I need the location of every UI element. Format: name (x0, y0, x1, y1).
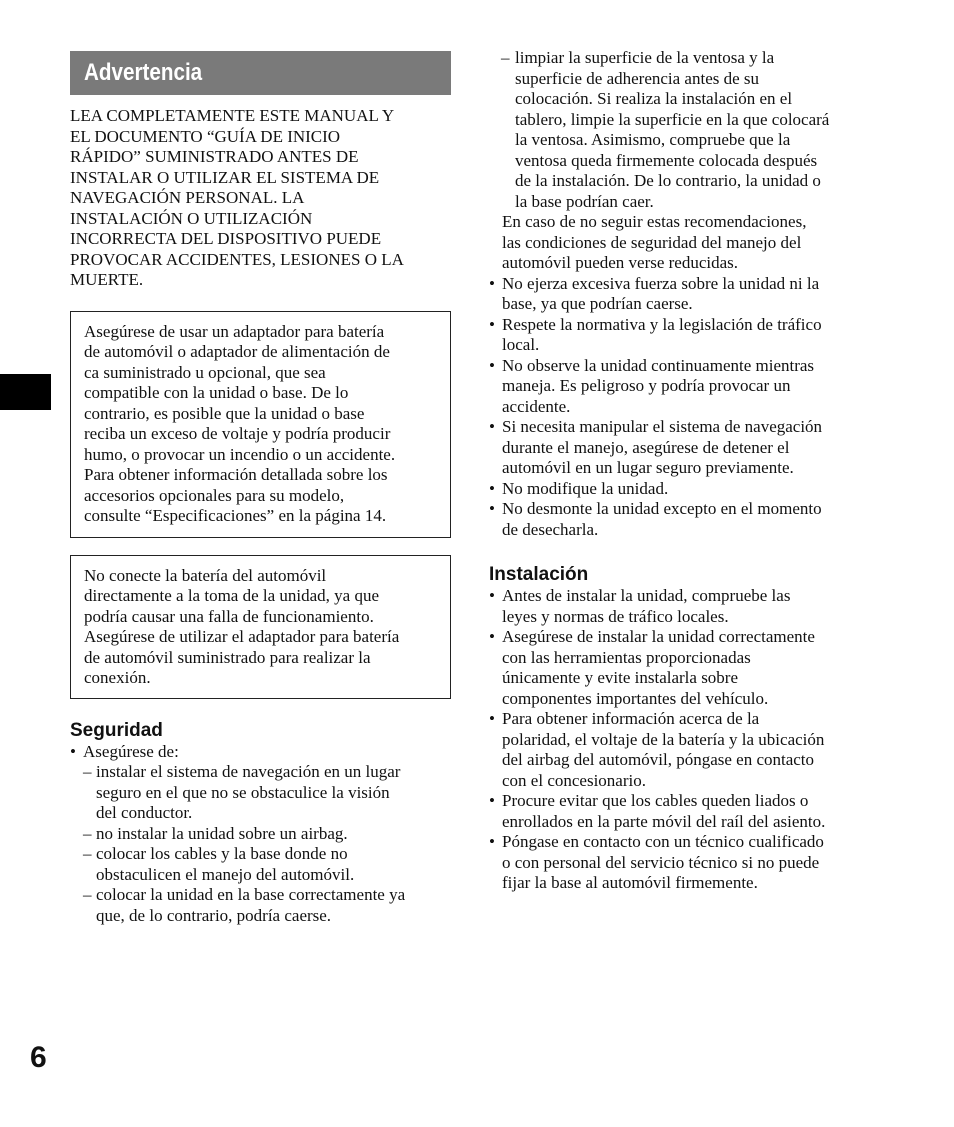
notice-line: ca suministrado u opcional, que sea (84, 362, 326, 382)
list-text: durante el manejo, asegúrese de detener el (502, 437, 790, 457)
list-item (489, 499, 874, 540)
list-text: de desecharla. (502, 519, 599, 539)
list-text: del conductor. (96, 803, 193, 822)
warning-line: MUERTE. (70, 270, 144, 289)
list-text: componentes importantes del vehículo. (502, 688, 769, 708)
list-text: que, de lo contrario, podría caerse. (96, 905, 332, 925)
bullet-marker: • (489, 417, 495, 436)
dash-marker: – (501, 48, 510, 67)
list-text: o con personal del servicio técnico si no puede (502, 852, 820, 872)
list-text: automóvil en un lugar seguro previamente. (502, 458, 794, 477)
list-text: base, ya que podrían caerse. (502, 294, 693, 313)
closing-paragraph: En caso de no seguir estas recomendaciones, las condiciones de seguridad del manejo del automóvil pueden verse reducidas. (502, 212, 807, 272)
section-heading-seguridad: Seguridad (70, 719, 163, 741)
notice-line: conexión. (84, 668, 151, 687)
list-item (489, 627, 874, 709)
list-text: únicamente y evite instalarla sobre (502, 668, 739, 687)
seguridad-bullets (489, 274, 874, 541)
bullet-marker: • (489, 478, 495, 498)
list-text: Póngase en contacto con un técnico cualificado (502, 832, 824, 851)
notice-line: No conecte la batería del automóvil (84, 565, 327, 585)
warning-line: PROVOCAR ACCIDENTES, LESIONES O LA (70, 249, 404, 269)
list-text: seguro en el que no se obstaculice la visión (96, 782, 390, 802)
list-text: ventosa queda firmemente colocada después (515, 150, 818, 170)
list-text: limpiar la superficie de la ventosa y la (515, 48, 775, 67)
warning-line: RÁPIDO” SUMINISTRADO ANTES DE (70, 147, 359, 166)
notice-line: de automóvil o adaptador de alimentación de (84, 342, 390, 361)
bullet-marker: • (489, 355, 495, 375)
list-text: No desmonte la unidad excepto en el momento (502, 499, 822, 518)
bullet-marker: • (489, 586, 495, 605)
notice-line: humo, o provocar un incendio o un accidente. (84, 444, 396, 464)
section-heading-instalacion: Instalación (489, 564, 589, 585)
notice-line: accesorios opcionales para su modelo, (84, 485, 345, 505)
notice-line: directamente a la toma de la unidad, ya que (84, 586, 380, 605)
list-text: con el concesionario. (502, 770, 646, 790)
list-item (489, 586, 874, 627)
list-text: colocar la unidad en la base correctamente ya (96, 885, 406, 904)
list-text: Asegúrese de: (83, 741, 179, 761)
list-text: la ventosa. Asimismo, compruebe que la (515, 130, 791, 149)
list-text: la base podrían caer. (515, 191, 654, 211)
dash-marker: – (83, 762, 92, 781)
bullet-marker: • (489, 627, 495, 646)
list-text: obstaculicen el manejo del automóvil. (96, 864, 355, 884)
dash-marker: – (83, 885, 92, 904)
notice-box-battery (70, 555, 451, 699)
list-item (489, 832, 874, 894)
notice-line: Asegúrese de utilizar el adaptador para batería (84, 627, 400, 646)
list-text: accidente. (502, 396, 571, 416)
dash-item (70, 824, 451, 845)
bullet-marker: • (489, 314, 495, 334)
dash-item (70, 762, 451, 824)
list-text: Asegúrese de instalar la unidad correctamente (502, 627, 815, 646)
warning-line: INSTALAR O UTILIZAR EL SISTEMA DE (70, 167, 380, 187)
notice-box-adapter (70, 311, 451, 538)
bullet-marker: • (489, 273, 495, 293)
bullet-marker: • (489, 791, 495, 810)
warning-line: NAVEGACIÓN PERSONAL. LA (70, 188, 305, 207)
dash-item (70, 844, 451, 885)
list-text: No observe la unidad continuamente mientras (502, 355, 815, 375)
bullet-marker: • (70, 741, 76, 761)
dash-item (70, 885, 451, 926)
notice-line: reciba un exceso de voltaje y podría producir (84, 424, 391, 443)
list-text: colocación. Si realiza la instalación en el (515, 89, 793, 108)
notice-line: compatible con la unidad o base. De lo (84, 383, 349, 402)
list-text: instalar el sistema de navegación en un lugar (96, 762, 401, 781)
warning-intro (70, 106, 451, 291)
warning-line: EL DOCUMENTO “GUÍA DE INICIO (70, 126, 341, 146)
warning-line: LEA COMPLETAMENTE ESTE MANUAL Y (70, 106, 395, 125)
notice-line: Asegúrese de usar un adaptador para batería (84, 321, 385, 341)
notice-line: Para obtener información detallada sobre los (84, 465, 388, 484)
page-title: Advertencia (70, 51, 451, 95)
dash-marker: – (83, 844, 92, 863)
bullet-marker: • (489, 499, 495, 518)
dash-item (489, 48, 874, 212)
instalacion-list (489, 586, 874, 894)
list-item (489, 315, 874, 356)
dash-marker: – (83, 823, 92, 843)
warning-line: INSTALACIÓN O UTILIZACIÓN (70, 208, 313, 228)
list-text: Procure evitar que los cables queden liados o (502, 791, 809, 810)
list-text: local. (502, 335, 540, 354)
notice-line: de automóvil suministrado para realizar la (84, 647, 371, 667)
list-item (489, 274, 874, 315)
list-item (489, 479, 874, 500)
list-text: tablero, limpie la superficie en la que colocará (515, 109, 830, 129)
page-number: 6 (30, 1041, 47, 1074)
list-text: enrollados en la parte móvil del raíl del asiento. (502, 811, 826, 831)
list-text: maneja. Es peligroso y podría provocar un (502, 376, 791, 395)
left-column (70, 51, 451, 926)
list-text: Respete la normativa y la legislación de tráfico (502, 314, 822, 334)
list-text: leyes y normas de tráfico locales. (502, 606, 729, 626)
list-text: de la instalación. De lo contrario, la unidad o (515, 171, 821, 190)
list-text: Antes de instalar la unidad, compruebe las (502, 586, 791, 605)
list-text: colocar los cables y la base donde no (96, 844, 348, 863)
list-text: No modifique la unidad. (502, 478, 669, 498)
list-item (489, 417, 874, 479)
list-item (489, 709, 874, 791)
notice-line: podría causar una falla de funcionamiento. (84, 606, 374, 626)
list-item (70, 742, 451, 763)
notice-line: consulte “Especificaciones” en la página 14. (84, 506, 387, 525)
list-text: no instalar la unidad sobre un airbag. (96, 823, 348, 843)
notice-line: contrario, es posible que la unidad o base (84, 403, 365, 423)
list-text: con las herramientas proporcionadas (502, 647, 751, 667)
section-tab-marker (0, 374, 51, 410)
seguridad-list (70, 742, 451, 927)
list-item (489, 791, 874, 832)
right-column (489, 48, 874, 894)
list-text: No ejerza excesiva fuerza sobre la unidad ni la (502, 273, 820, 293)
list-text: fijar la base al automóvil firmemente. (502, 873, 758, 892)
bullet-marker: • (489, 832, 495, 851)
list-text: Si necesita manipular el sistema de navegación (502, 417, 823, 436)
bullet-marker: • (489, 709, 495, 728)
list-text: del airbag del automóvil, póngase en contacto (502, 750, 815, 769)
warning-line: INCORRECTA DEL DISPOSITIVO PUEDE (70, 229, 382, 248)
list-text: Para obtener información acerca de la (502, 709, 760, 728)
list-text: superficie de adherencia antes de su (515, 68, 760, 88)
list-item (489, 356, 874, 418)
list-text: polaridad, el voltaje de la batería y la ubicación (502, 729, 825, 749)
